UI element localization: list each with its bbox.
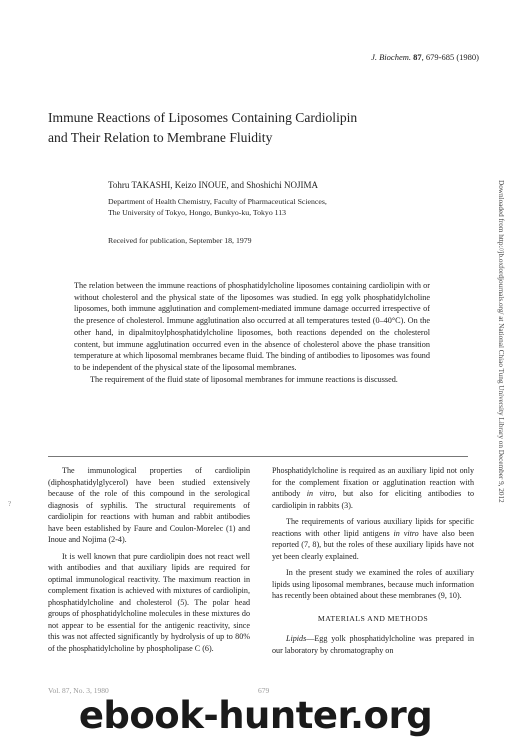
body-column-right [272, 465, 474, 656]
journal-year: (1980) [456, 52, 479, 62]
margin-mark: ? [8, 500, 12, 508]
abstract [74, 280, 430, 385]
journal-pages: 679-685 [425, 52, 455, 62]
intro-paragraph-1: The immunological properties of cardiolipin (diphosphatidylglycerol) have been studied extensively because of the role of this compound in the serological diagnosis of syphilis. The structural requirements of cardiolipin for reactions with human and rabbit antibodies have been established by Faure and Coulon-Morelec (1) and Inoue and Nojima (2-4). [48, 466, 250, 544]
received-date: Received for publication, September 18, 1979 [108, 236, 252, 245]
italic-run: in vitro [393, 528, 419, 538]
text-run: —Egg yolk phosphatidylcholine was prepared in our laboratory by chromatography on [272, 634, 474, 655]
text-run: Phosphatidylcholine is required as an auxiliary lipid not only for the complement fixation or agglutination reaction with antibody [272, 466, 474, 498]
title-line-2: and Their Relation to Membrane Fluidity [48, 130, 273, 145]
watermark-text: ebook-hunter.org [78, 694, 433, 737]
text-run: The requirements of various auxiliary lipids for specific reactions with other lipid antigens [272, 517, 474, 538]
abstract-paragraph-2: The requirement of the fluid state of liposomal membranes for immune reactions is discussed. [90, 374, 398, 384]
affiliation-line-2: The University of Tokyo, Hongo, Bunkyo-ku, Tokyo 113 [108, 208, 287, 217]
journal-reference: J. Biochem. 87, 679-685 (1980) [371, 52, 479, 62]
affiliation-line-1: Department of Health Chemistry, Faculty of Pharmaceutical Sciences, [108, 197, 327, 206]
footer-volume-issue: Vol. 87, No. 3, 1980 [48, 686, 109, 695]
section-heading: MATERIALS AND METHODS [317, 613, 429, 623]
italic-run: in vitro [306, 489, 335, 498]
journal-volume: 87 [413, 52, 422, 62]
footer-page-number: 679 [258, 686, 270, 695]
title-line-1: Immune Reactions of Liposomes Containing Cardiolipin [48, 110, 358, 125]
intro-paragraph-5: In the present study we examined the roles of auxiliary lipids using liposomal membranes, because much information has recently been obtained about these membranes (9, 10). [272, 568, 474, 600]
intro-paragraph-4 [272, 516, 474, 562]
intro-paragraph-3 [272, 465, 474, 511]
journal-name: J. Biochem. [371, 52, 411, 62]
download-notice: Downloaded from http://jb.oxfordjournals.org/ at National Chiao Tung University Library on December 9, 2012 [497, 180, 505, 503]
section-divider [48, 456, 468, 457]
body-column-left [48, 465, 250, 654]
text-run: have also been reported (7, 8), but the roles of these auxiliary lipids have not yet been clearly explained. [272, 528, 474, 561]
text-run: , but also for eliciting antibodies to cardiolipin in rabbits (3). [272, 489, 474, 510]
author-list: Tohru TAKASHI, Keizo INOUE, and Shoshichi NOJIMA [108, 180, 318, 190]
methods-paragraph-1 [272, 633, 474, 656]
run-in-heading: Lipids [286, 634, 307, 643]
abstract-paragraph-1: The relation between the immune reactions of phosphatidylcholine liposomes containing cardiolipin with or without cholesterol and the physical state of the liposomes was studied. In egg yolk phosphatidylcholine liposomes, both immune agglutination and complement-mediated immune damage occurred irrespective of the presence of cholesterol. Immune agglutination also occurred at all temperatures tested (0–40°C). On the other hand, in dipalmitoylphosphatidylcholine liposomes, both reactions depended on the cholesterol content, but immune agglutination occurred even in the absence of cholesterol above the phase transition temperature at which liposomal membranes became fluid. The binding of antibodies to liposomes was found to be independent of the physical state of the liposomal membranes. [74, 281, 430, 372]
intro-paragraph-2: It is well known that pure cardiolipin does not react well with antibodies and that auxiliary lipids are required for optimal immunological reactivity. The maximum reaction in complement fixation is achieved with mixtures of cardiolipin, phosphatidylcholine and cholesterol (5). The polar head groups of phosphatidylcholine molecules in these mixtures do not appear to be essential for the antigenic reactivity, since this was not affected significantly by hydrolysis of up to 80% of the phosphatidylcholine by phospholipase C (6). [48, 551, 250, 653]
article-title [48, 108, 428, 148]
